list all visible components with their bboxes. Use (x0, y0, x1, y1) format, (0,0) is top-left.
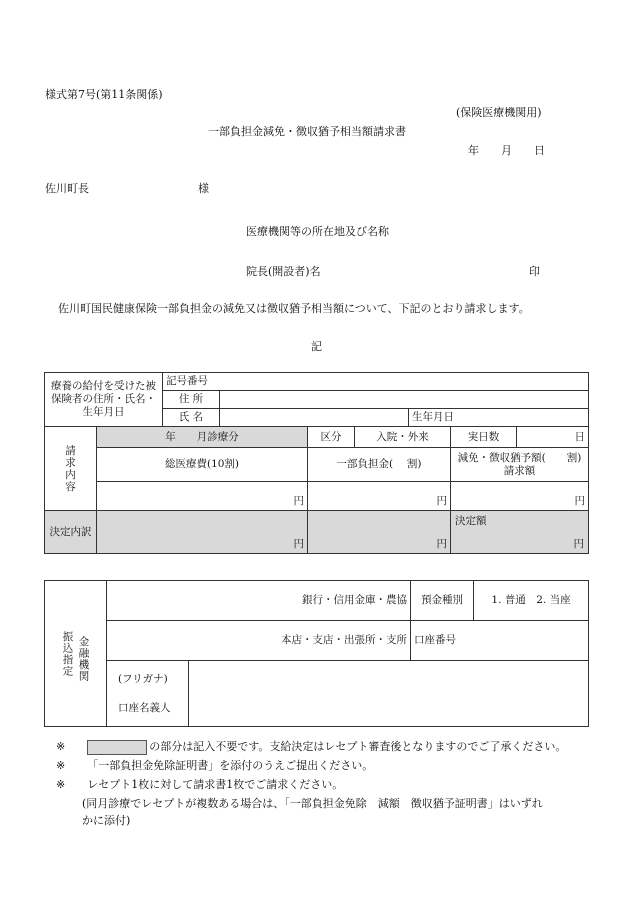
note-1 (56, 738, 566, 755)
decision-copay: 円 (308, 511, 451, 554)
bank-table (44, 580, 589, 727)
decision-amount-yen: 円 (573, 537, 584, 550)
address-label: 住 所 (163, 391, 220, 409)
director-label: 院長(開設者)名 (246, 265, 321, 278)
request-statement: 佐川町国民健康保険一部負担金の減免又は徴収猶予相当額について、下記のとおり請求します。 (58, 302, 530, 315)
furigana-label: (フリガナ) (118, 673, 168, 685)
form-number: 様式第7号(第11条関係) (45, 88, 163, 101)
decision-total-cost: 円 (97, 511, 308, 554)
note-mark: ※ (56, 759, 66, 772)
copay-field[interactable]: 円 (308, 482, 451, 511)
note-mark: ※ (56, 740, 66, 753)
note-3-text: レセプト1枚に対して請求書1枚でご請求ください。 (87, 778, 344, 791)
note-mark: ※ (56, 778, 66, 791)
note-3-sub-2: かに添付) (82, 814, 131, 827)
symbol-number-field[interactable]: 記号番号 (163, 373, 589, 391)
decision-detail-label: 決定内訳 (45, 511, 97, 554)
decision-amount-cell (451, 511, 589, 554)
transfer-label: 振込指定 (61, 630, 74, 677)
ki-heading: 記 (311, 340, 322, 353)
name-field[interactable] (220, 409, 409, 427)
note-3-sub-1: (同月診療でレセプトが複数ある場合は、「一部負担金免除 減額 徴収猶予証明書」はいずれ (82, 797, 543, 810)
gray-swatch (87, 740, 147, 755)
claim-amount-field[interactable]: 円 (451, 482, 589, 511)
institution-label: 医療機関等の所在地及び名称 (246, 225, 389, 238)
account-holder-text: 口座名義人 (118, 702, 171, 714)
reduction-label (451, 448, 589, 482)
note-3 (56, 776, 343, 792)
branch-type-field[interactable]: 本店・支店・出張所・支所 (107, 621, 411, 661)
inpatient-outpatient-field[interactable]: 入院・外来 (355, 427, 451, 448)
account-holder-field[interactable] (189, 661, 589, 727)
account-number-field[interactable]: 口座番号 (411, 621, 589, 661)
deposit-type-label: 預金種別 (411, 581, 474, 621)
institution-label: 金融機関 (77, 635, 90, 682)
deposit-type-field[interactable]: 1. 普通 2. 当座 (474, 581, 589, 621)
claim-amount-text: 請求額 (503, 464, 536, 477)
address-field[interactable] (220, 391, 589, 409)
total-cost-label: 総医療費(10割) (97, 448, 308, 482)
page-title: 一部負担金減免・徴収猶予相当額請求書 (208, 125, 406, 138)
recipient-label: 療養の給付を受けた被保険者の住所・氏名・生年月日 (45, 373, 163, 427)
date-field[interactable]: 年 月 日 (468, 144, 545, 157)
honorific: 様 (198, 182, 209, 195)
bank-label-cell (45, 581, 107, 727)
actual-days-field[interactable]: 日 (517, 427, 589, 448)
category-label: 区分 (308, 427, 355, 448)
name-label: 氏 名 (163, 409, 220, 427)
total-cost-field[interactable]: 円 (97, 482, 308, 511)
claim-table (44, 372, 589, 554)
note-2-text: 「一部負担金免除証明書」を添付のうえご提出ください。 (87, 759, 374, 772)
treatment-month-field[interactable]: 年 月診療分 (97, 427, 308, 448)
account-holder-label (107, 661, 189, 727)
note-2 (56, 757, 373, 773)
seal-mark: 印 (529, 265, 540, 278)
birthdate-field[interactable]: 生年月日 (409, 409, 589, 427)
decision-amount-label: 決定額 (455, 514, 487, 527)
bank-type-field[interactable]: 銀行・信用金庫・農協 (107, 581, 411, 621)
reduction-text: 減免・徴収猶予額( 割) (457, 451, 582, 464)
audience-label: (保険医療機関用) (456, 106, 542, 119)
note-1-text: の部分は記入不要です。支給決定はレセプト審査後となりますのでご了承ください。 (149, 740, 567, 753)
claim-content-label: 請求内容 (45, 427, 97, 511)
copay-label: 一部負担金( 割) (308, 448, 451, 482)
addressee: 佐川町長 (45, 182, 89, 195)
actual-days-label: 実日数 (451, 427, 517, 448)
